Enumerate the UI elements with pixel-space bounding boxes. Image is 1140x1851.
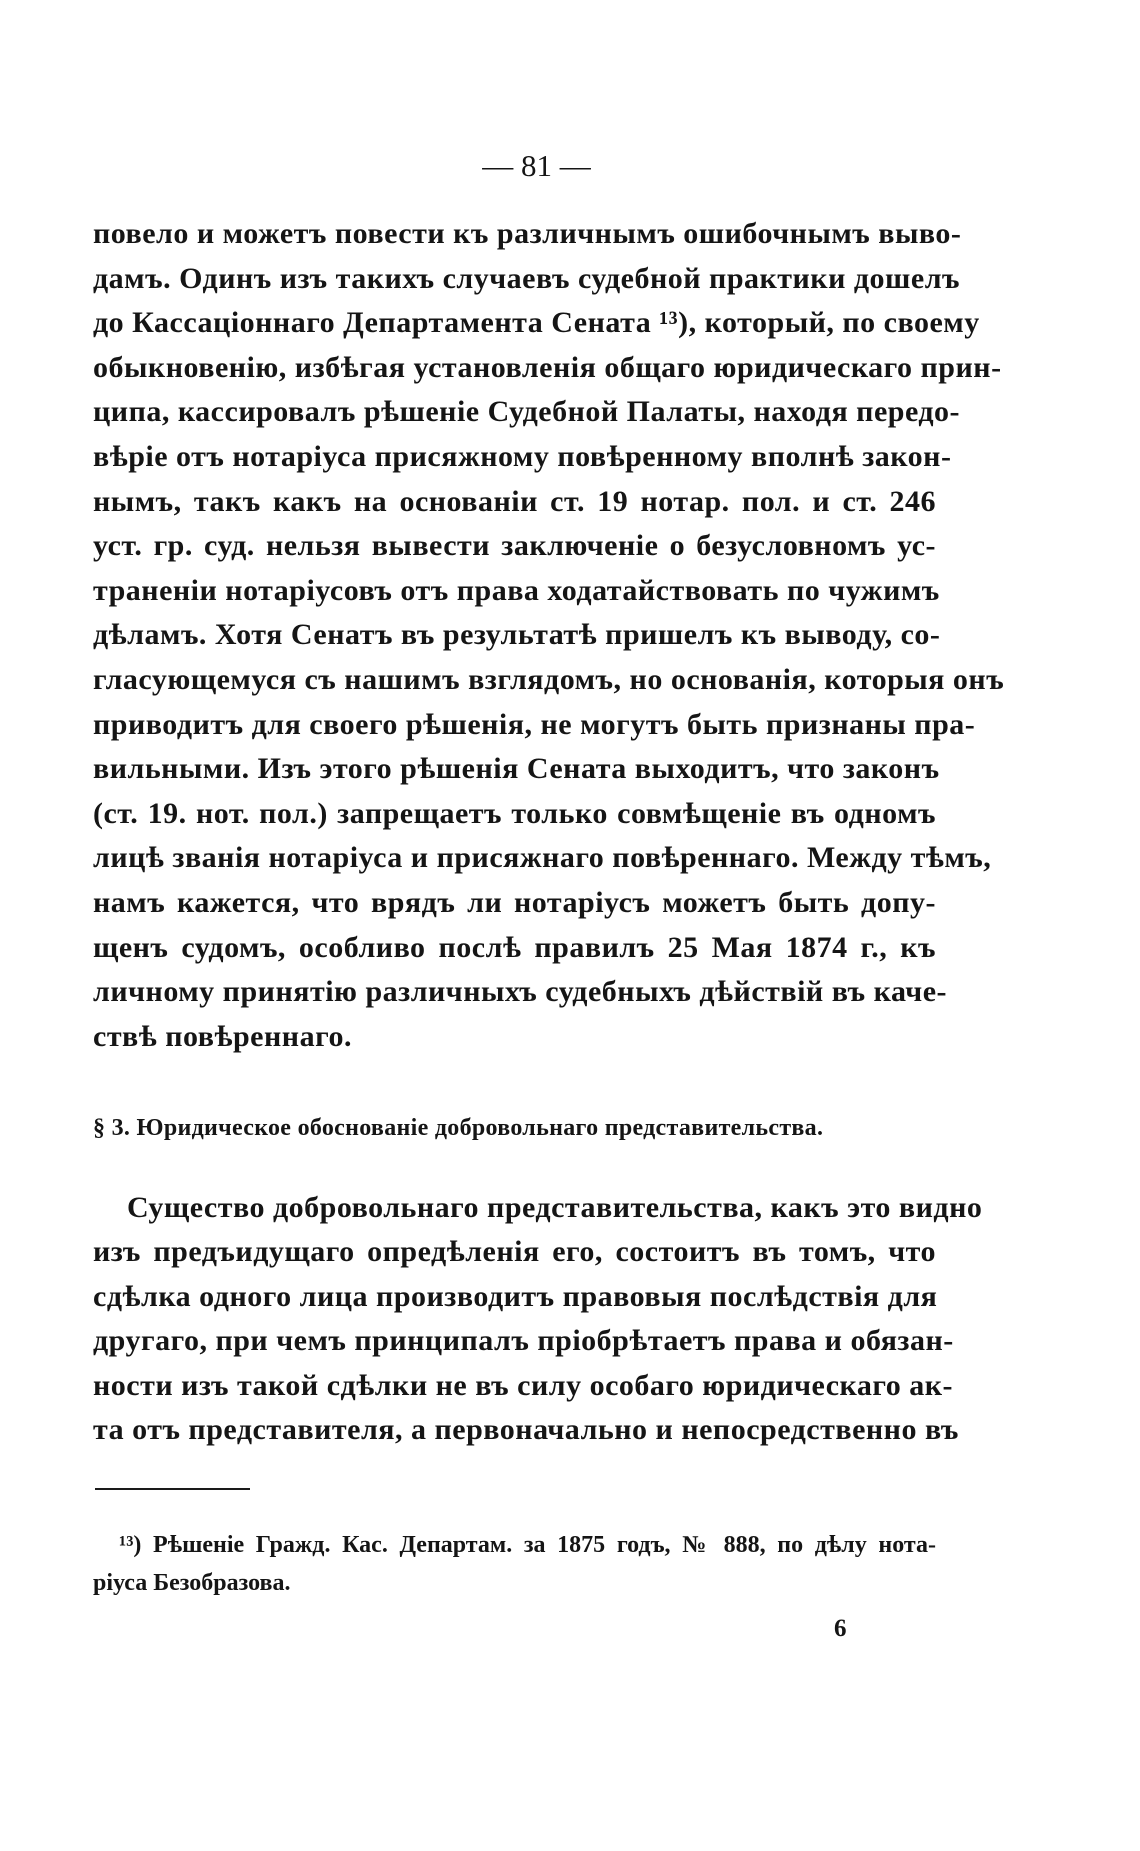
text-line: гласующемуся съ нашимъ взглядомъ, но основанія, которыя онъ xyxy=(93,662,1005,696)
text-line: до Кассаціоннаго Департамента Сената ¹³), который, по своему xyxy=(93,306,980,340)
text-line: лицѣ званія нотаріуса и присяжнаго повѣреннаго. Между тѣмъ, xyxy=(93,841,992,875)
text-line: вѣріе отъ нотаріуса присяжному повѣренному вполнѣ закон- xyxy=(93,439,952,473)
text-line: повело и можетъ повести къ различнымъ ошибочнымъ выво- xyxy=(93,217,962,250)
footnote-line: ¹³) Рѣшеніе Гражд. Кас. Департам. за 1875 годъ, № 888, по дѣлу нота- xyxy=(119,1532,936,1558)
text-line: дѣламъ. Хотя Сенатъ въ результатѣ пришелъ къ выводу, со- xyxy=(93,618,941,652)
text-line: щенъ судомъ, особливо послѣ правилъ 25 Мая 1874 г., къ xyxy=(93,930,936,964)
printer-signature-mark: 6 xyxy=(834,1615,847,1642)
footnote-divider xyxy=(95,1488,250,1490)
text-line: дамъ. Одинъ изъ такихъ случаевъ судебной практики дошелъ xyxy=(93,261,961,295)
text-line: личному принятію различныхъ судебныхъ дѣйствій въ каче- xyxy=(93,975,947,1009)
text-line: сдѣлка одного лица производитъ правовыя послѣдствія для xyxy=(93,1279,938,1313)
text-line: намъ кажется, что врядъ ли нотаріусъ можетъ быть допу- xyxy=(93,885,936,919)
footnote xyxy=(93,1526,936,1602)
text-line: вильными. Изъ этого рѣшенія Сената выходитъ, что законъ xyxy=(93,752,940,786)
text-line: траненіи нотаріусовъ отъ права ходатайствовать по чужимъ xyxy=(93,573,940,607)
text-line: уст. гр. суд. нельзя вывести заключеніе о безусловномъ ус- xyxy=(93,529,936,563)
text-line: ствѣ повѣреннаго. xyxy=(93,1019,352,1053)
text-line: нымъ, такъ какъ на основаніи ст. 19 нотар. пол. и ст. 246 xyxy=(93,484,936,518)
text-line: ципа, кассировалъ рѣшеніе Судебной Палаты, находя передо- xyxy=(93,395,961,429)
text-line: Существо добровольнаго представительства, какъ это видно xyxy=(127,1191,983,1224)
text-line: (ст. 19. нот. пол.) запрещаетъ только совмѣщеніе въ одномъ xyxy=(93,796,936,830)
footnote-line: ріуса Безобразова. xyxy=(93,1570,291,1596)
page-number: — 81 — xyxy=(482,148,591,183)
body-paragraph-2 xyxy=(93,1186,983,1452)
text-line: ности изъ такой сдѣлки не въ силу особаго юридическаго ак- xyxy=(93,1368,954,1402)
text-line: обыкновенію, избѣгая установленія общаго юридическаго прин- xyxy=(93,350,1002,384)
text-line: та отъ представителя, а первоначально и непосредственно въ xyxy=(93,1412,959,1446)
body-paragraph-1 xyxy=(93,212,1005,1059)
text-line: приводитъ для своего рѣшенія, не могутъ быть признаны пра- xyxy=(93,707,976,741)
section-heading: § 3. Юридическое обоснованіе добровольнаго представительства. xyxy=(93,1115,824,1141)
text-line: изъ предъидущаго опредѣленія его, состоитъ въ томъ, что xyxy=(93,1235,936,1269)
text-line: другаго, при чемъ принципалъ пріобрѣтаетъ права и обязан- xyxy=(93,1324,954,1358)
